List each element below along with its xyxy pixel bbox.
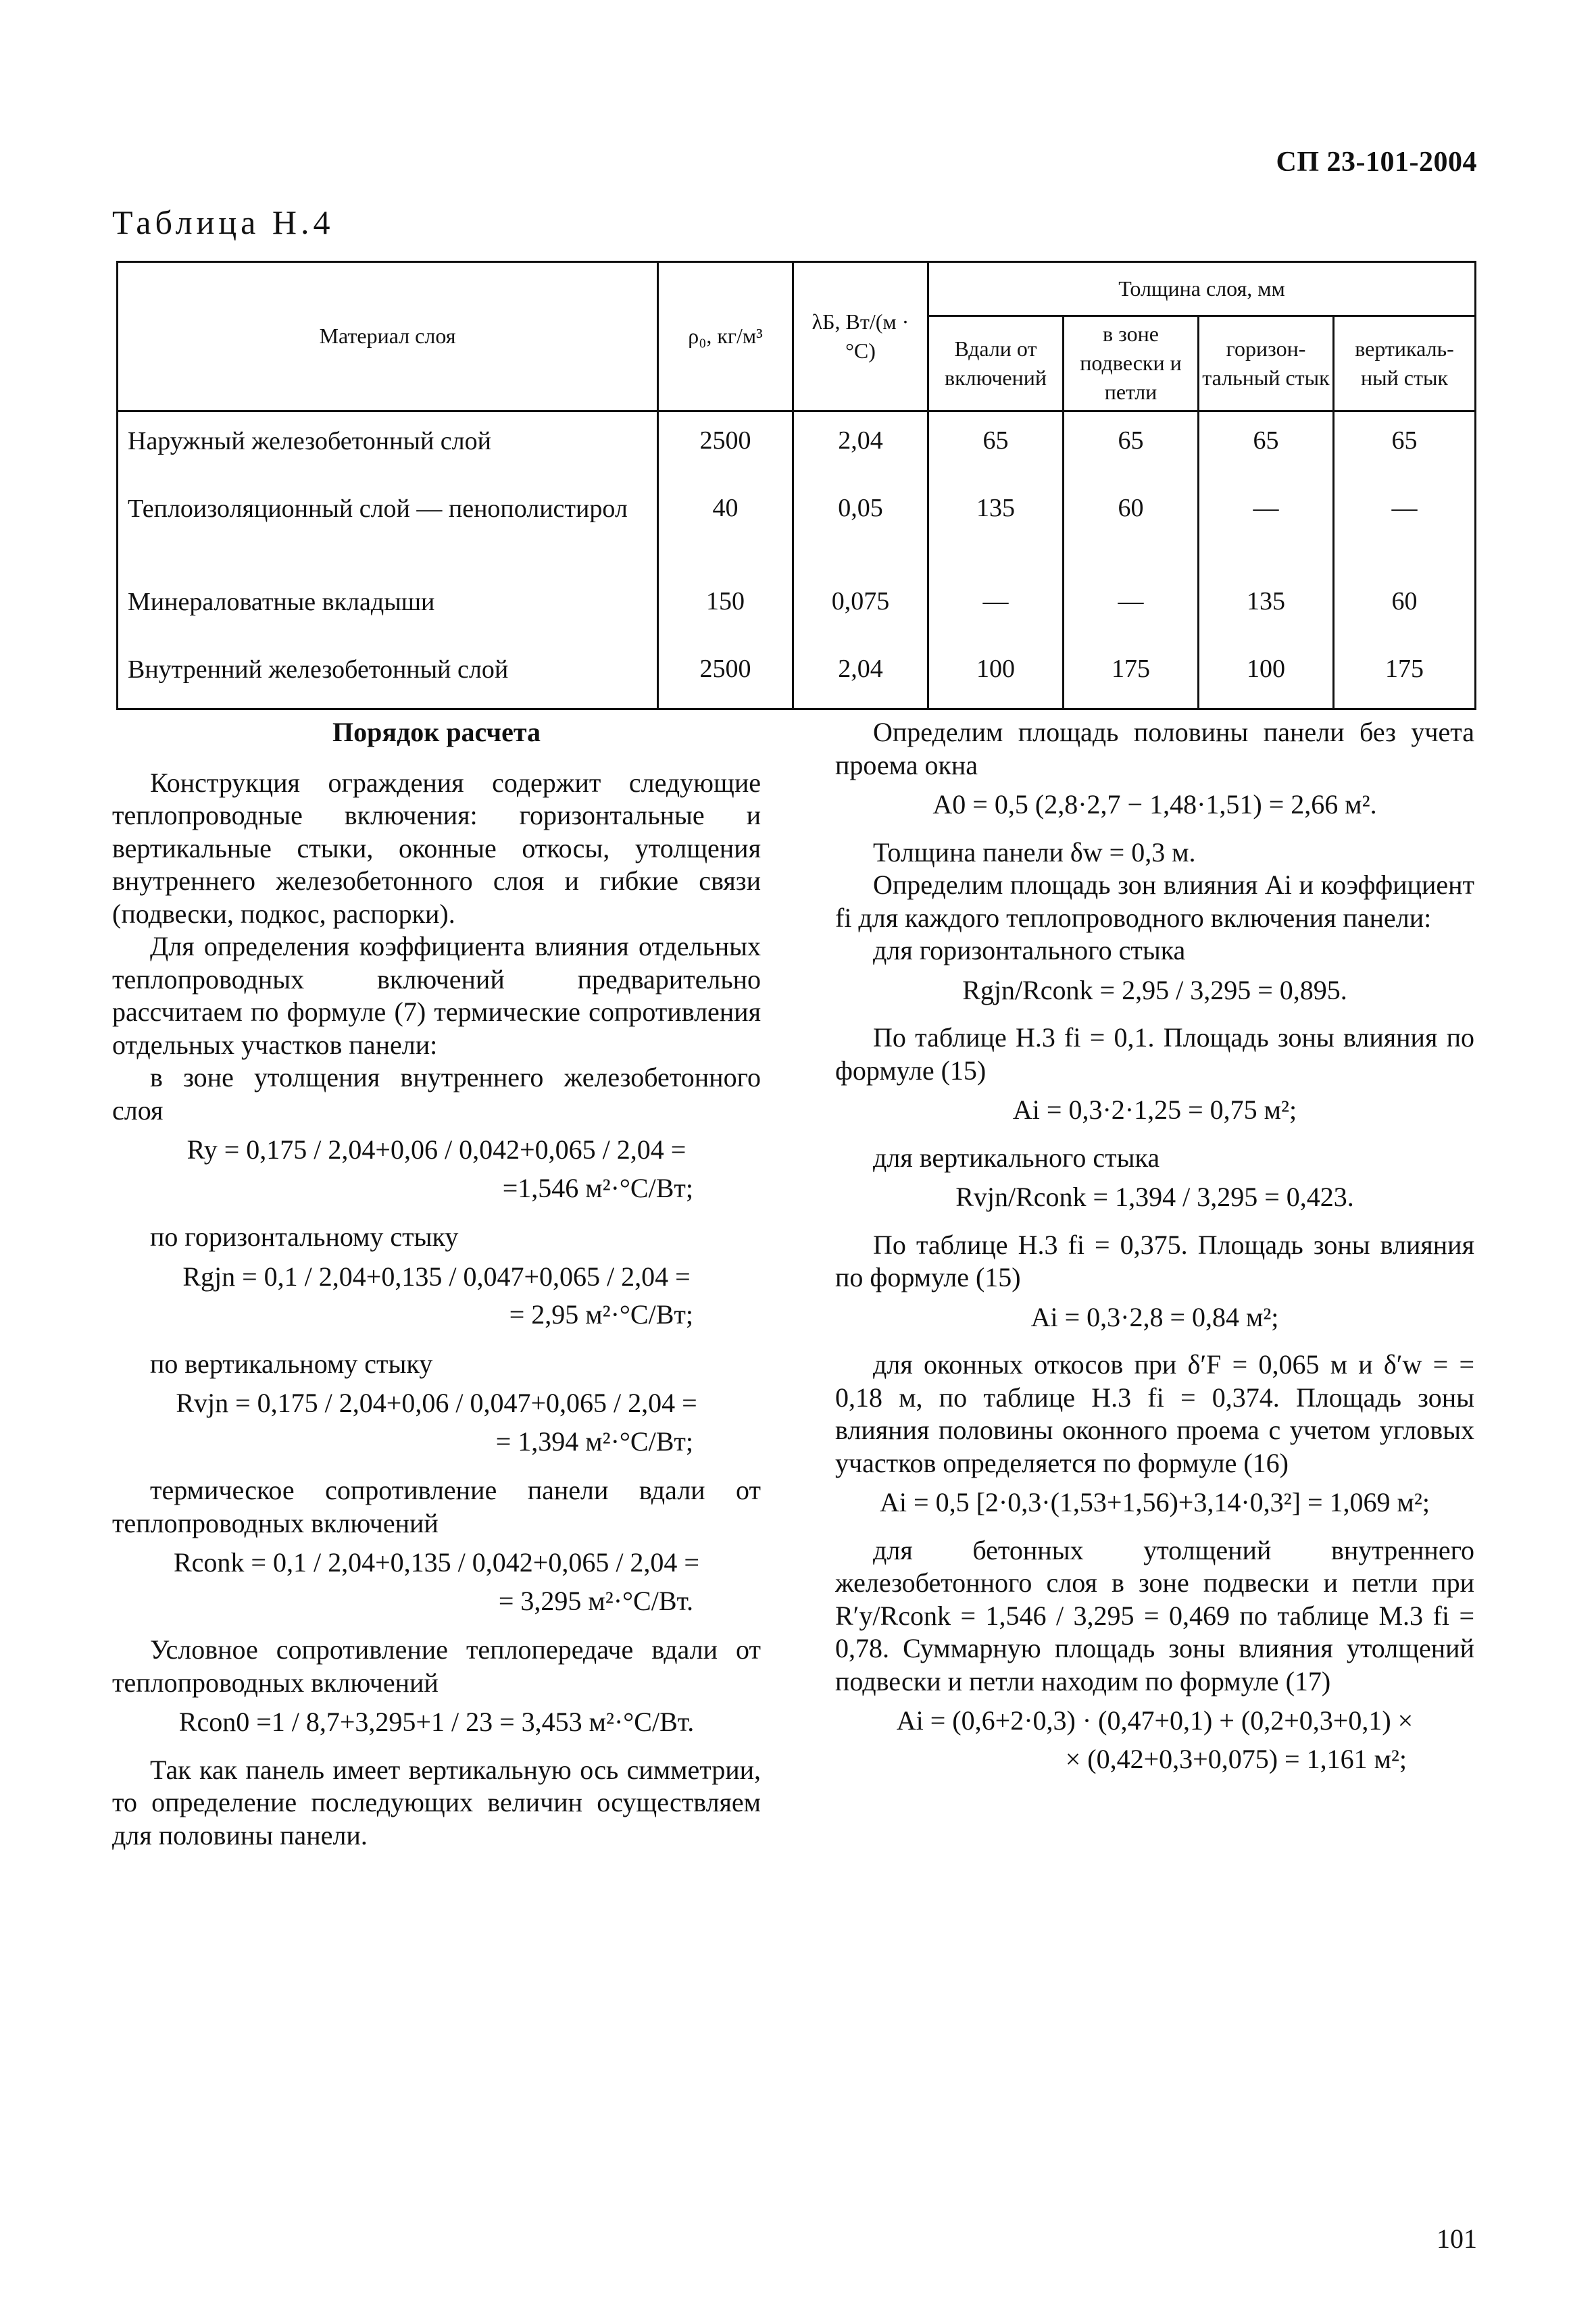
cell-material: Внутренний железобетонный слой (118, 640, 658, 709)
left-column (112, 716, 761, 1852)
cell-rho: 2500 (658, 640, 793, 709)
formula-rconk-result: = 3,295 м²·°С/Вт. (498, 1585, 693, 1616)
cell-t2: — (1064, 573, 1199, 640)
header-away: Вдали от включений (928, 316, 1064, 411)
header-hanger-zone: в зоне подвески и петли (1064, 316, 1199, 411)
materials-table (116, 261, 1476, 710)
header-material: Материал слоя (118, 262, 658, 411)
cell-t3: — (1199, 480, 1334, 573)
paragraph: термическое сопротивление панели вдали от теплопроводных включений (112, 1475, 761, 1538)
paragraph: для бетонных утолщений внутреннего железобетонного слоя в зоне подвески и петли при R′y/Rconk = 1,546 / 3,295 = 0,469 по таблице М.3 fi = 0,78. Суммарную площадь зоны влияния утолщений подвески и петли находим по формуле (17) (835, 1534, 1474, 1696)
formula-ai-vertical: Ai = 0,3·2,8 = 0,84 м²; (1030, 1301, 1279, 1332)
section-heading: Порядок расчета (332, 717, 541, 747)
cell-t4: 175 (1334, 640, 1476, 709)
formula-rcon0: Rcon0 =1 / 8,7+3,295+1 / 23 = 3,453 м²·°С/Вт. (178, 1707, 695, 1737)
cell-lambda: 2,04 (793, 640, 928, 709)
standard-code: СП 23-101-2004 (1276, 147, 1477, 178)
header-horizontal-joint: горизон-тальный стык (1199, 316, 1334, 411)
paragraph: для вертикального стыка (873, 1142, 1160, 1173)
table-row (118, 480, 1476, 573)
formula-ai-horizontal: Ai = 0,3·2·1,25 = 0,75 м²; (1012, 1095, 1297, 1125)
formula-ry: Ry = 0,175 / 2,04+0,06 / 0,042+0,065 / 2,04 = (186, 1134, 687, 1165)
table-title: Таблица Н.4 (112, 203, 334, 241)
paragraph: По таблице Н.3 fi = 0,1. Площадь зоны влияния по формуле (15) (835, 1022, 1474, 1086)
cell-t2: 65 (1064, 411, 1199, 480)
cell-rho: 40 (658, 480, 793, 573)
cell-t2: 175 (1064, 640, 1199, 709)
header-conductivity: λБ, Вт/(м · °С) (793, 262, 928, 411)
cell-rho: 2500 (658, 411, 793, 480)
cell-t4: 65 (1334, 411, 1476, 480)
cell-t1: 100 (928, 640, 1064, 709)
table-row (118, 640, 1476, 709)
header-thickness: Толщина слоя, мм (928, 262, 1476, 316)
formula-a0: A0 = 0,5 (2,8·2,7 − 1,48·1,51) = 2,66 м². (932, 789, 1377, 820)
cell-material: Теплоизоляционный слой — пенополистирол (118, 480, 658, 573)
cell-lambda: 0,075 (793, 573, 928, 640)
cell-t2: 60 (1064, 480, 1199, 573)
formula-rvjn: Rvjn = 0,175 / 2,04+0,06 / 0,047+0,065 / 2,04 = (176, 1388, 697, 1418)
cell-t3: 100 (1199, 640, 1334, 709)
paragraph: в зоне утолщения внутреннего железобетонного слоя (112, 1062, 761, 1126)
cell-material: Минераловатные вкладыши (118, 573, 658, 640)
cell-t4: 60 (1334, 573, 1476, 640)
header-density: ρ₀, кг/м³ (658, 262, 793, 411)
paragraph: Толщина панели δw = 0,3 м. (873, 836, 1196, 867)
paragraph: Для определения коэффициента влияния отдельных теплопроводных включений предварительно рассчитаем по формуле (7) термические сопротивления отдельных участков панели: (112, 931, 761, 1060)
formula-ratio-horizontal: Rgjn/Rconk = 2,95 / 3,295 = 0,895. (962, 974, 1347, 1005)
cell-t1: — (928, 573, 1064, 640)
paragraph: По таблице Н.3 fi = 0,375. Площадь зоны влияния по формуле (15) (835, 1229, 1474, 1292)
paragraph: по горизонтальному стыку (150, 1222, 459, 1252)
right-column (835, 716, 1474, 1792)
formula-ai-thickening-result: × (0,42+0,3+0,075) = 1,161 м²; (1065, 1743, 1407, 1774)
paragraph: по вертикальному стыку (150, 1348, 433, 1379)
cell-material: Наружный железобетонный слой (118, 411, 658, 480)
page-number: 101 (1437, 2223, 1477, 2254)
cell-t1: 135 (928, 480, 1064, 573)
cell-lambda: 0,05 (793, 480, 928, 573)
table-row (118, 573, 1476, 640)
paragraph: Конструкция ограждения содержит следующие теплопроводные включения: горизонтальные и вертикальные стыки, оконные откосы, утолщения внутреннего железобетонного слоя и гибкие связи (подвески, подкос, распорки). (112, 767, 761, 929)
cell-t4: — (1334, 480, 1476, 573)
formula-ai-window: Ai = 0,5 [2·0,3·(1,53+1,56)+3,14·0,3²] = 1,069 м²; (880, 1487, 1430, 1517)
table-row (118, 411, 1476, 480)
cell-t1: 65 (928, 411, 1064, 480)
formula-ai-thickening: Ai = (0,6+2·0,3) · (0,47+0,1) + (0,2+0,3+0,1) × (896, 1705, 1414, 1736)
paragraph: Определим площадь зон влияния Ai и коэффициент fi для каждого теплопроводного включения панели: (835, 870, 1474, 933)
cell-t3: 65 (1199, 411, 1334, 480)
formula-ratio-vertical: Rvjn/Rconk = 1,394 / 3,295 = 0,423. (955, 1182, 1354, 1212)
paragraph: Так как панель имеет вертикальную ось симметрии, то определение последующих величин осуществляем для половины панели. (112, 1754, 761, 1851)
cell-rho: 150 (658, 573, 793, 640)
formula-ry-result: =1,546 м²·°С/Вт; (502, 1172, 693, 1203)
paragraph: для горизонтального стыка (873, 935, 1186, 965)
paragraph: Определим площадь половины панели без учета проема окна (835, 717, 1474, 780)
formula-rgjn: Rgjn = 0,1 / 2,04+0,135 / 0,047+0,065 / 2,04 = (182, 1261, 691, 1292)
paragraph: для оконных откосов при δ′F = 0,065 м и δ′w = = 0,18 м, по таблице Н.3 fi = 0,374. Площадь зоны влияния половины оконного проема с учетом угловых участков определяется по формуле (16) (835, 1349, 1474, 1478)
header-vertical-joint: вертикаль-ный стык (1334, 316, 1476, 411)
formula-rgjn-result: = 2,95 м²·°С/Вт; (509, 1299, 693, 1330)
paragraph: Условное сопротивление теплопередаче вдали от теплопроводных включений (112, 1634, 761, 1698)
formula-rconk: Rconk = 0,1 / 2,04+0,135 / 0,042+0,065 / 2,04 = (173, 1547, 699, 1578)
cell-t3: 135 (1199, 573, 1334, 640)
formula-rvjn-result: = 1,394 м²·°С/Вт; (495, 1426, 693, 1457)
cell-lambda: 2,04 (793, 411, 928, 480)
